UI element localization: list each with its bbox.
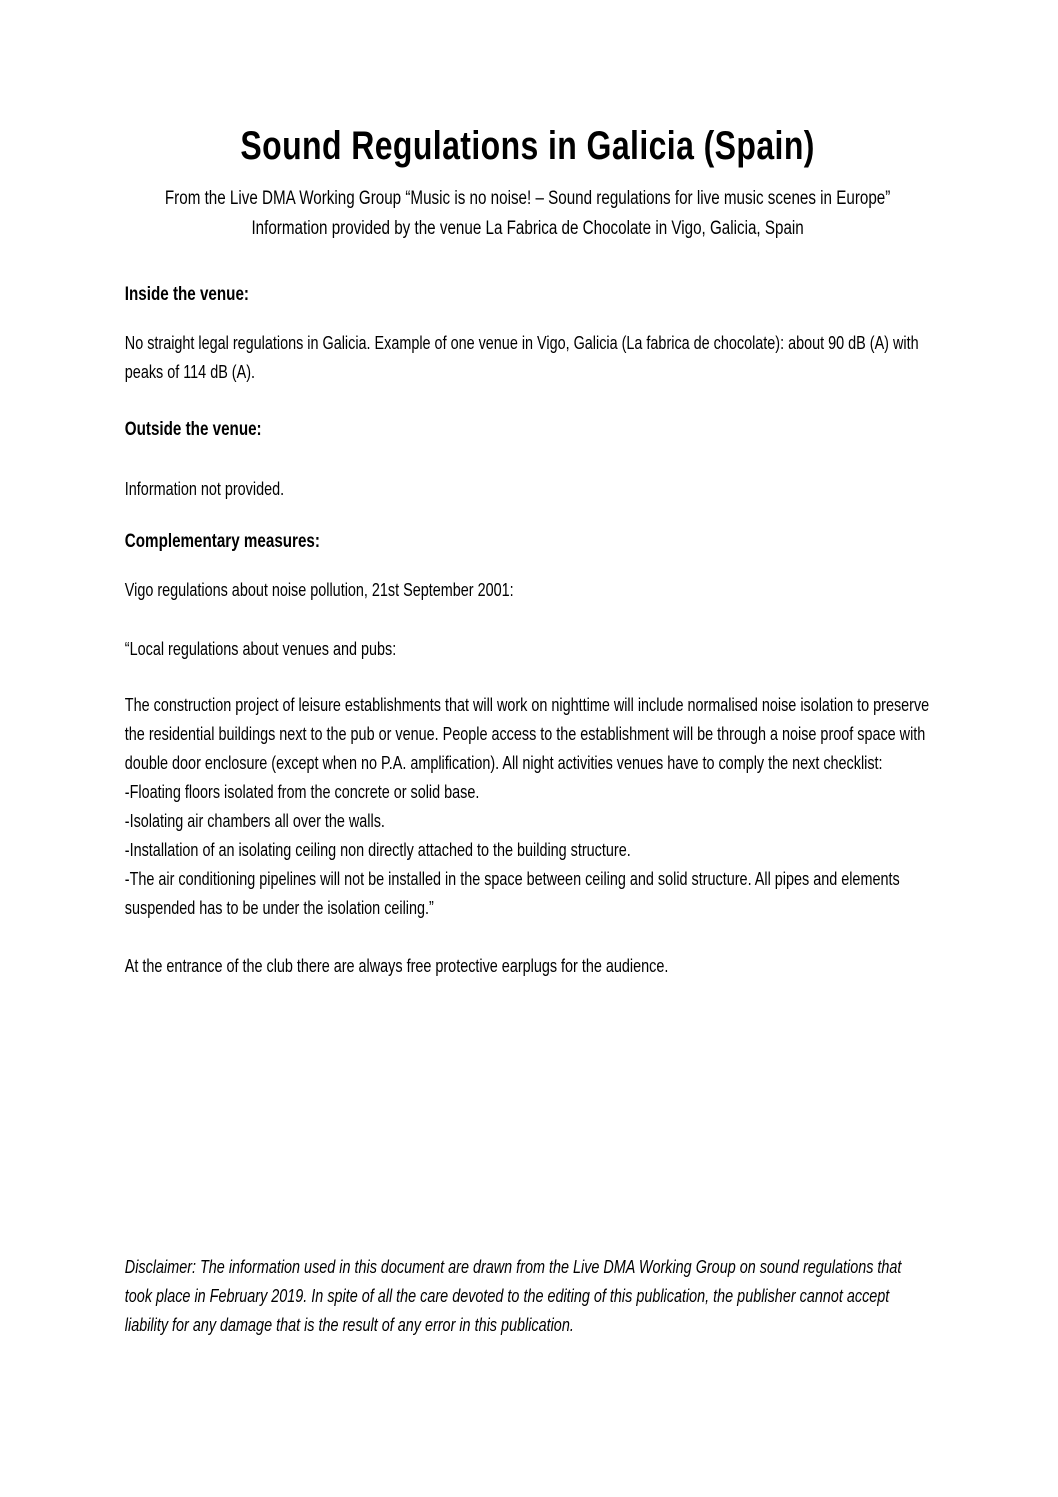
section-heading-outside-the-venue: Outside the venue: — [124, 419, 262, 440]
paragraph-outside-venue: Information not provided. — [124, 479, 285, 499]
checklist — [125, 778, 931, 923]
checklist-item-isolating-ceiling: -Installation of an isolating ceiling non directly attached to the building structure. — [124, 840, 631, 860]
checklist-item-air-conditioning: -The air conditioning pipelines will not be installed in the space between ceiling and solid structure. All pipes and elements suspended has to be under the isolation ceiling.” — [124, 869, 900, 918]
paragraph-inside-venue: No straight legal regulations in Galicia. Example of one venue in Vigo, Galicia (La fabrica de chocolate): about 90 dB (A) with peaks of 114 dB (A). — [124, 333, 919, 382]
paragraph-construction-project: The construction project of leisure establishments that will work on nighttime will include normalised noise isolation to preserve the residential buildings next to the pub or venue. People access to the establishment will be through a noise proof space with double door enclosure (except when no P.A. amplification). All night activities venues have to comply the next checklist: — [124, 695, 930, 773]
paragraph-vigo-regulations: Vigo regulations about noise pollution, 21st September 2001: — [124, 580, 514, 600]
section-heading-inside-the-venue: Inside the venue: — [124, 284, 249, 305]
document-subtitle-line-2: Information provided by the venue La Fabrica de Chocolate in Vigo, Galicia, Spain — [251, 218, 804, 239]
checklist-item-air-chambers: -Isolating air chambers all over the walls. — [124, 811, 385, 831]
document-subtitle-line-1: From the Live DMA Working Group “Music is no noise! – Sound regulations for live music scenes in Europe” — [164, 188, 891, 209]
disclaimer: Disclaimer: The information used in this document are drawn from the Live DMA Working Group on sound regulations that took place in February 2019. In spite of all the care devoted to the editing of this publication, the publisher cannot accept liability for any damage that is the result of any error in this publication. — [124, 1257, 902, 1335]
document-title: Sound Regulations in Galicia (Spain) — [240, 124, 815, 168]
paragraph-local-regulations-quote-start: “Local regulations about venues and pubs: — [124, 639, 397, 659]
paragraph-earplugs: At the entrance of the club there are always free protective earplugs for the audience. — [124, 956, 669, 976]
checklist-item-floating-floors: -Floating floors isolated from the concrete or solid base. — [124, 782, 480, 802]
section-heading-complementary-measures: Complementary measures: — [124, 531, 320, 552]
